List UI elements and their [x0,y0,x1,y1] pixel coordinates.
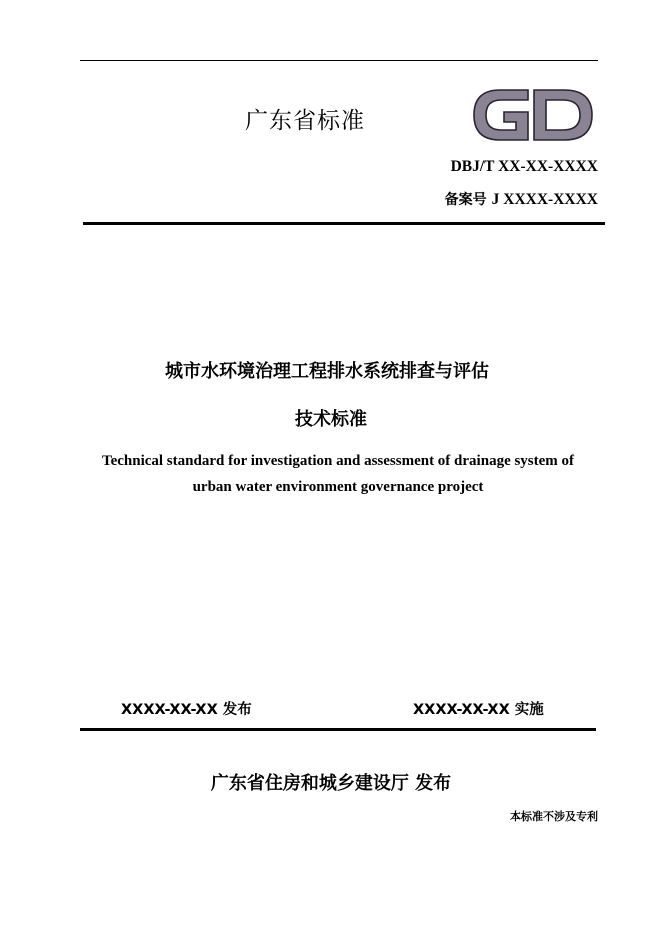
top-rule [80,60,598,61]
title-zh-line1: 城市水环境治理工程排水系统排查与评估 [165,361,489,382]
record-number [445,189,598,209]
publish-date: XXXX-XX-XX 发布 [121,702,252,718]
title-en-line2: urban water environment governance project [192,479,484,495]
gd-logo [470,84,596,146]
gd-logo-d [534,90,592,140]
title-zh-line2: 技术标准 [295,409,367,430]
title-en-line1: Technical standard for investigation and assessment of drainage system of [101,453,575,469]
standard-type-title: 广东省标准 [245,108,365,134]
record-label: 备案号 [444,192,487,208]
record-value: J XXXX-XXXX [491,191,598,208]
footer-rule [80,728,596,731]
standard-code: DBJ/T XX-XX-XXXX [450,158,598,175]
header-rule [83,222,605,225]
publisher: 广东省住房和城乡建设厅 发布 [210,773,452,794]
patent-note: 本标准不涉及专利 [510,810,598,823]
implement-date: XXXX-XX-XX 实施 [413,702,544,718]
gd-logo-g [474,90,528,140]
